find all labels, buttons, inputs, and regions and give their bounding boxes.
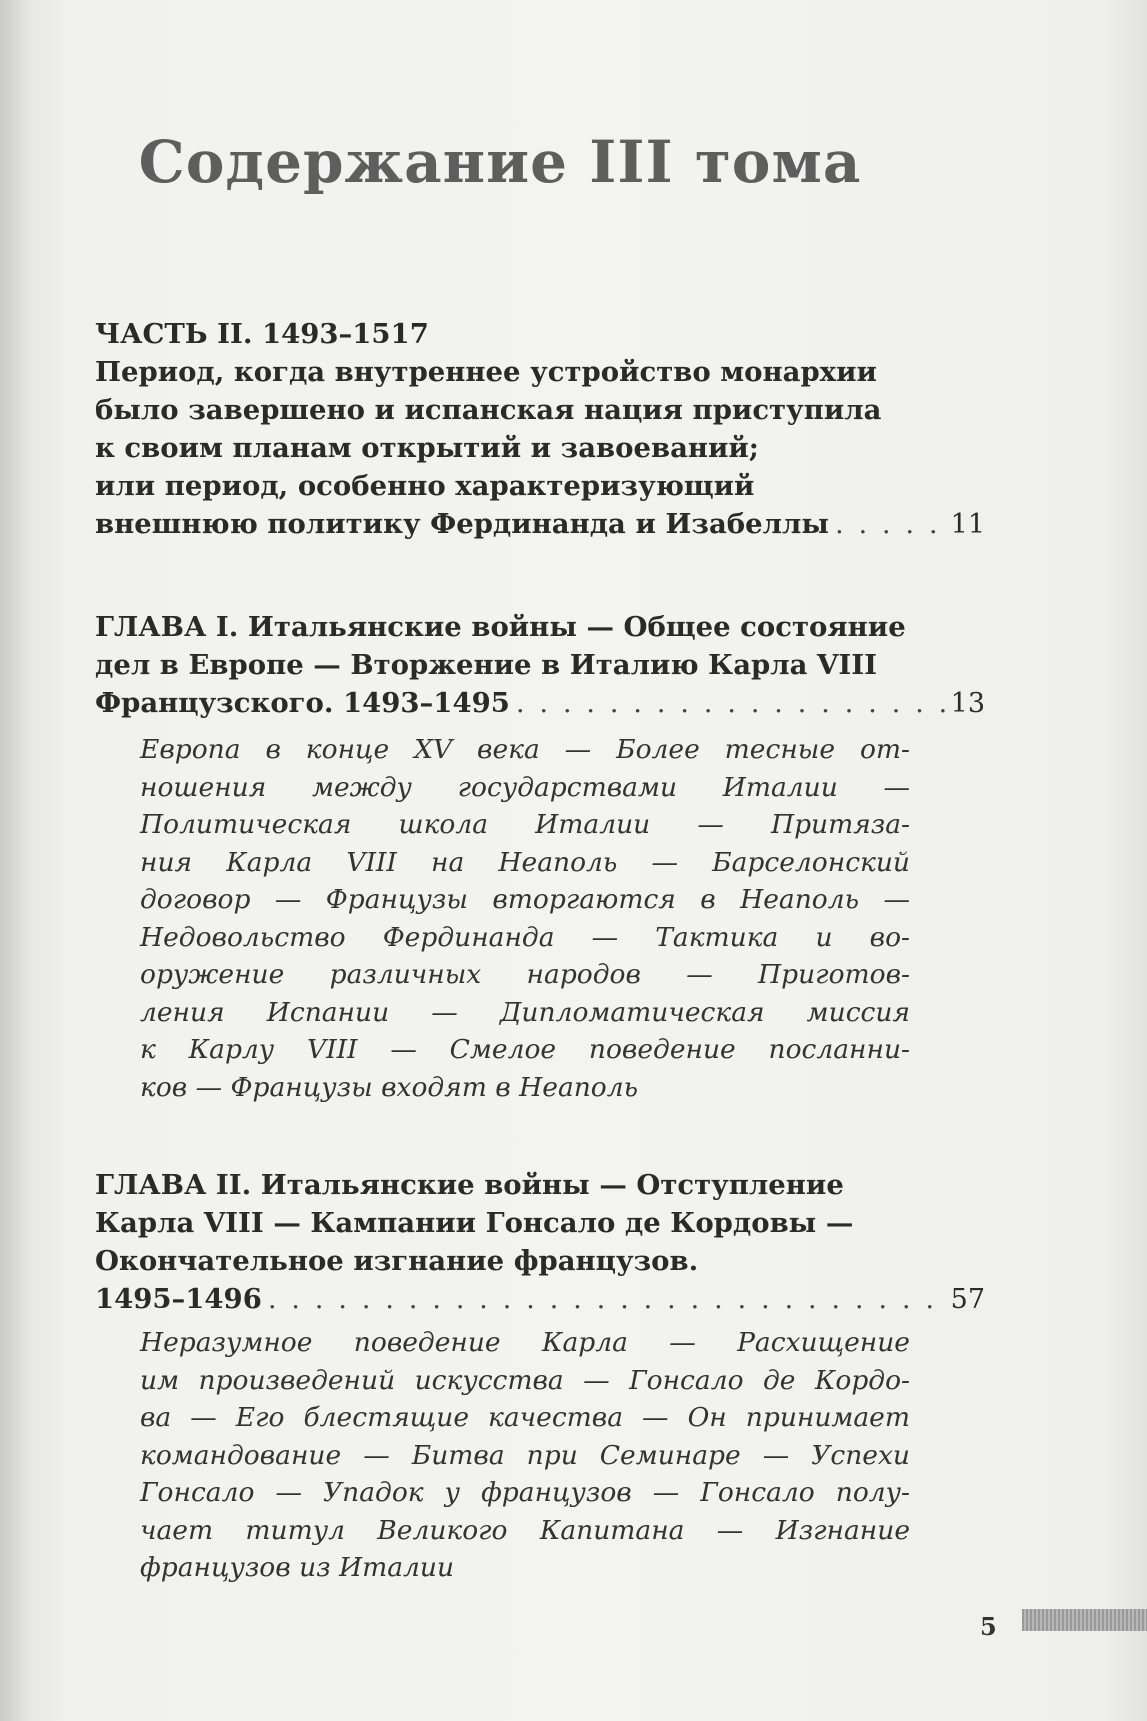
- part-line: Период, когда внутреннее устройство монархии: [95, 356, 877, 388]
- dot-leader: [516, 684, 945, 722]
- chapter-entry: [95, 1166, 985, 1319]
- chapter-heading-line: ГЛАВА II. Итальянские войны — Отступление: [95, 1169, 844, 1201]
- summary-line: им произведений искусства — Гонсало де Кордо-: [140, 1364, 910, 1396]
- chapter-heading-line: дел в Европе — Вторжение в Италию Карла VIII: [95, 649, 877, 681]
- chapter-heading-line: ГЛАВА I. Итальянские войны — Общее состояние: [95, 611, 906, 643]
- part-heading: ЧАСТЬ II. 1493–1517: [95, 318, 429, 350]
- chapter-entry: [95, 608, 985, 723]
- summary-line: к Карлу VIII — Смелое поведение посланни-: [140, 1034, 910, 1065]
- dot-leader: [268, 1280, 945, 1318]
- summary-line: Неразумное поведение Карла — Расхищение: [140, 1327, 910, 1358]
- chapter-last-line: Французского. 1493–1495: [95, 687, 510, 719]
- page-title: Содержание III тома: [138, 128, 862, 196]
- chapter-last-line: 1495–1496: [95, 1283, 262, 1315]
- dot-leader: [835, 505, 945, 543]
- summary-line: Недовольство Фердинанда — Тактика и во-: [140, 921, 910, 953]
- summary-line: оружение различных народов — Приготов-: [140, 959, 910, 990]
- part-line: было завершено и испанская нация приступила: [95, 394, 882, 426]
- summary-line: Гонсало — Упадок у французов — Гонсало полу-: [140, 1477, 910, 1508]
- summary-line: ния Карла VIII на Неаполь — Барселонский: [140, 846, 910, 878]
- part-line: к своим планам открытий и завоеваний;: [95, 432, 759, 464]
- summary-line: французов из Италии: [140, 1552, 455, 1583]
- edge-strip: [1022, 1609, 1147, 1631]
- summary-line: Политическая школа Италии — Притяза-: [140, 809, 910, 840]
- chapter-leader-line: [95, 1280, 985, 1319]
- summary-line: договор — Французы вторгаются в Неаполь —: [140, 884, 910, 915]
- summary-line: ва — Его блестящие качества — Он принимает: [140, 1402, 910, 1433]
- summary-line: ления Испании — Дипломатическая миссия: [140, 996, 910, 1028]
- part-last-line: внешнюю политику Фердинанда и Изабеллы: [95, 508, 829, 540]
- summary-line: ношения между государствами Италии —: [140, 771, 910, 803]
- summary-line: Европа в конце XV века — Более тесные от-: [140, 734, 910, 765]
- chapter-heading-line: Окончательное изгнание французов.: [95, 1245, 699, 1277]
- summary-line: ков — Французы входят в Неаполь: [140, 1071, 639, 1103]
- page-folio: 5: [980, 1612, 997, 1641]
- summary-line: чает титул Великого Капитана — Изгнание: [140, 1514, 910, 1546]
- chapter-summary: [140, 731, 910, 1106]
- chapter-heading-line: Карла VIII — Кампании Гонсало де Кордовы —: [95, 1207, 854, 1239]
- part-line: или период, особенно характеризующий: [95, 470, 755, 502]
- chapter-summary: [140, 1324, 910, 1587]
- chapter-leader-line: [95, 684, 985, 723]
- summary-line: командование — Битва при Семинаре — Успехи: [140, 1439, 910, 1471]
- page-number: 11: [950, 509, 985, 540]
- part-leader-line: [95, 505, 985, 544]
- part-entry: [95, 315, 985, 544]
- page-number: 13: [950, 688, 985, 719]
- page-number: 57: [950, 1284, 985, 1315]
